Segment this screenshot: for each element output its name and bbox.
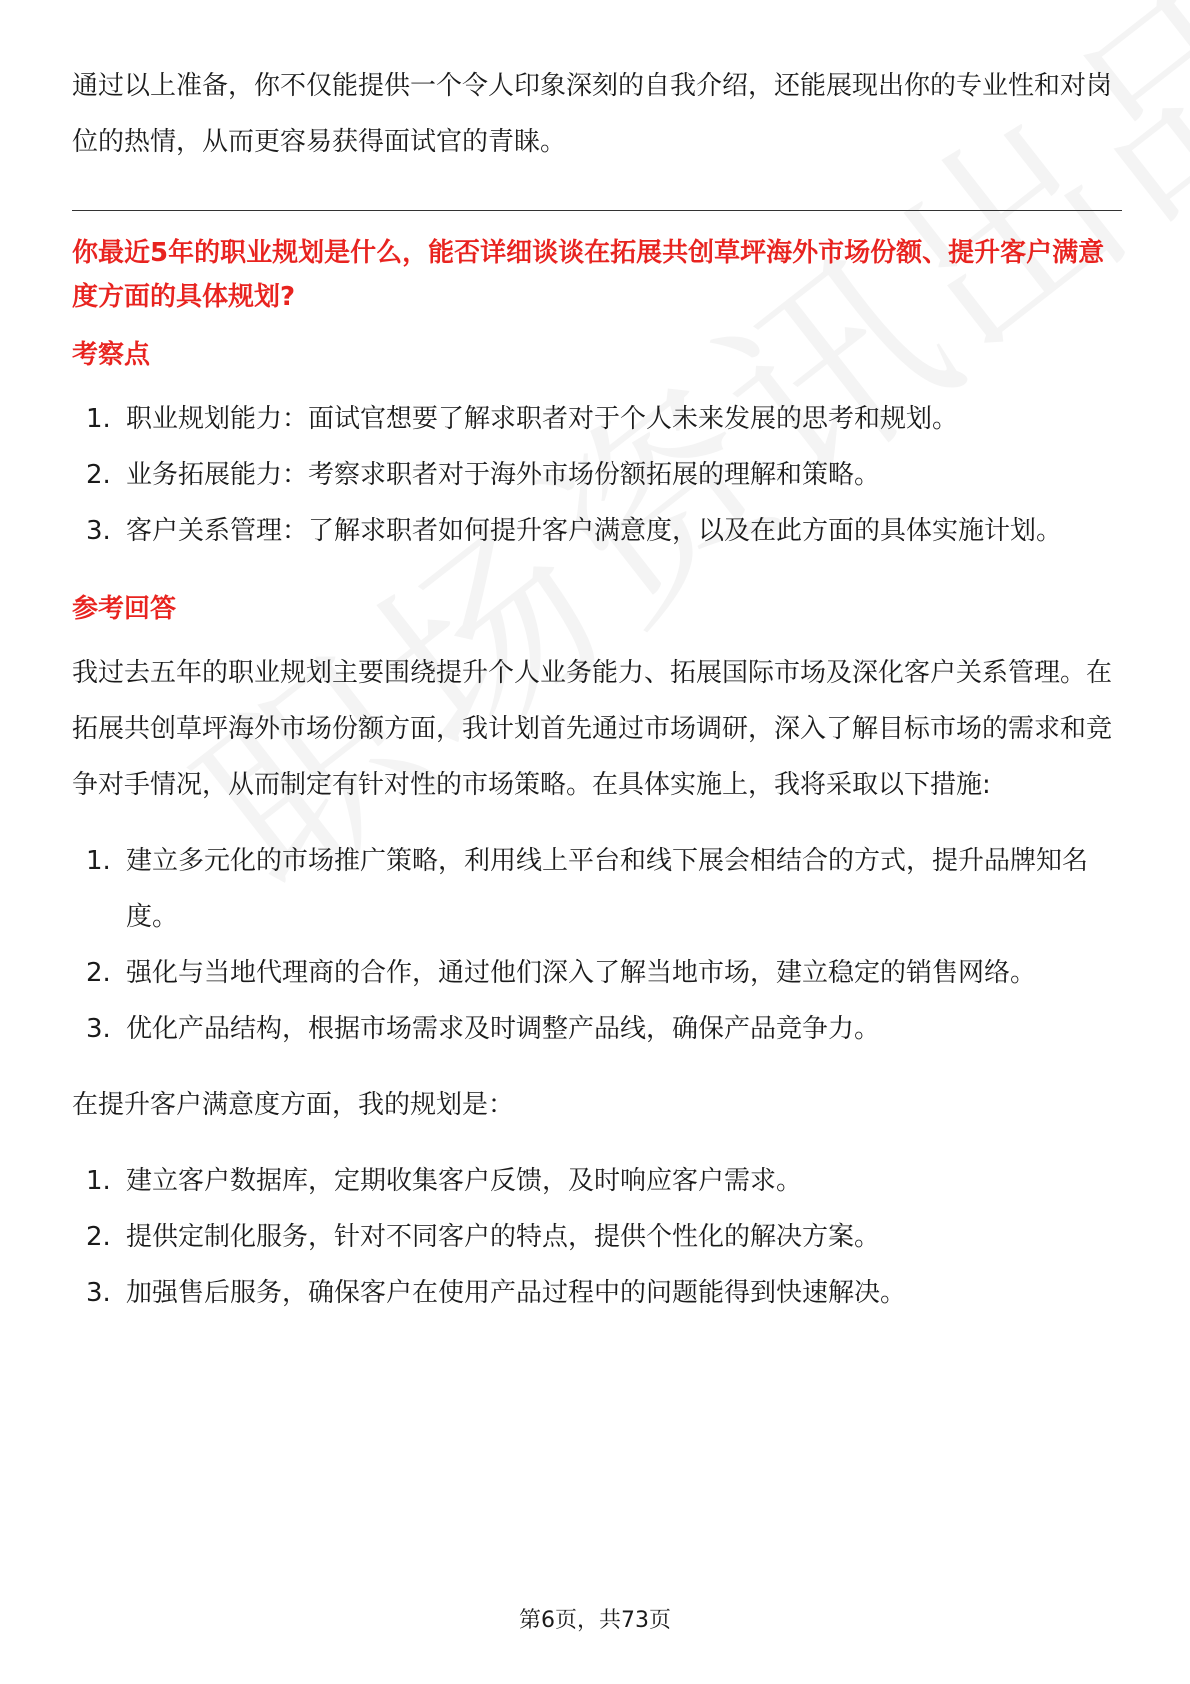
list-item-number: 3.	[86, 1014, 111, 1044]
list-item	[72, 447, 1122, 503]
list-item	[72, 1001, 1122, 1057]
list-item-number: 3.	[86, 516, 111, 546]
list-item-text: 提供定制化服务，针对不同客户的特点，提供个性化的解决方案。	[126, 1222, 881, 1252]
page-number: 第6页，共73页	[519, 1608, 671, 1633]
list-item-number: 1.	[86, 404, 111, 434]
section-divider	[72, 210, 1122, 211]
answer-paragraph: 我过去五年的职业规划主要围绕提升个人业务能力、拓展国际市场及深化客户关系管理。在拓展共创草坪海外市场份额方面，我计划首先通过市场调研，深入了解目标市场的需求和竞争对手情况，从而制定有针对性的市场策略。在具体实施上，我将采取以下措施:	[72, 658, 1113, 800]
list-item	[72, 391, 1122, 447]
spacer	[72, 631, 1122, 645]
list-item-text: 建立客户数据库，定期收集客户反馈，及时响应客户需求。	[126, 1166, 803, 1196]
list-item-number: 3.	[86, 1278, 111, 1308]
spacer	[72, 377, 1122, 391]
list-item-text: 优化产品结构，根据市场需求及时调整产品线，确保产品竞争力。	[126, 1014, 881, 1044]
list-item	[72, 833, 1122, 945]
list-item	[72, 503, 1122, 559]
spacer	[72, 1133, 1122, 1153]
page-content	[72, 58, 1122, 1321]
list-item	[72, 1265, 1122, 1321]
list-item	[72, 945, 1122, 1001]
list-item	[72, 1153, 1122, 1209]
list-item-text: 职业规划能力：面试官想要了解求职者对于个人未来发展的思考和规划。	[126, 404, 959, 434]
customer-intro-paragraph: 在提升客户满意度方面，我的规划是：	[72, 1090, 515, 1120]
spacer	[72, 813, 1122, 833]
intro-closing-paragraph: 通过以上准备，你不仅能提供一个令人印象深刻的自我介绍，还能展现出你的专业性和对岗位的热情，从而更容易获得面试官的青睐。	[72, 71, 1113, 157]
answer-title: 参考回答	[72, 594, 177, 624]
list-item-text: 客户关系管理：了解求职者如何提升客户满意度，以及在此方面的具体实施计划。	[126, 516, 1063, 546]
list-item-number: 2.	[86, 958, 111, 988]
list-item-text: 加强售后服务，确保客户在使用产品过程中的问题能得到快速解决。	[126, 1278, 907, 1308]
list-item-text: 强化与当地代理商的合作，通过他们深入了解当地市场，建立稳定的销售网络。	[126, 958, 1037, 988]
customer-measures-list	[72, 1153, 1122, 1321]
question-heading: 你最近5年的职业规划是什么，能否详细谈谈在拓展共创草坪海外市场份额、提升客户满意度方面的具体规划?	[72, 238, 1105, 312]
assessment-list	[72, 391, 1122, 559]
spacer	[72, 559, 1122, 573]
list-item-number: 1.	[86, 846, 111, 876]
market-measures-list	[72, 833, 1122, 1057]
assessment-title: 考察点	[72, 340, 151, 370]
list-item-number: 1.	[86, 1166, 111, 1196]
list-item-number: 2.	[86, 1222, 111, 1252]
spacer	[72, 1057, 1122, 1077]
list-item-text: 业务拓展能力：考察求职者对于海外市场份额拓展的理解和策略。	[126, 460, 881, 490]
list-item-number: 2.	[86, 460, 111, 490]
list-item	[72, 1209, 1122, 1265]
list-item-text: 建立多元化的市场推广策略，利用线上平台和线下展会相结合的方式，提升品牌知名度。	[126, 846, 1089, 932]
